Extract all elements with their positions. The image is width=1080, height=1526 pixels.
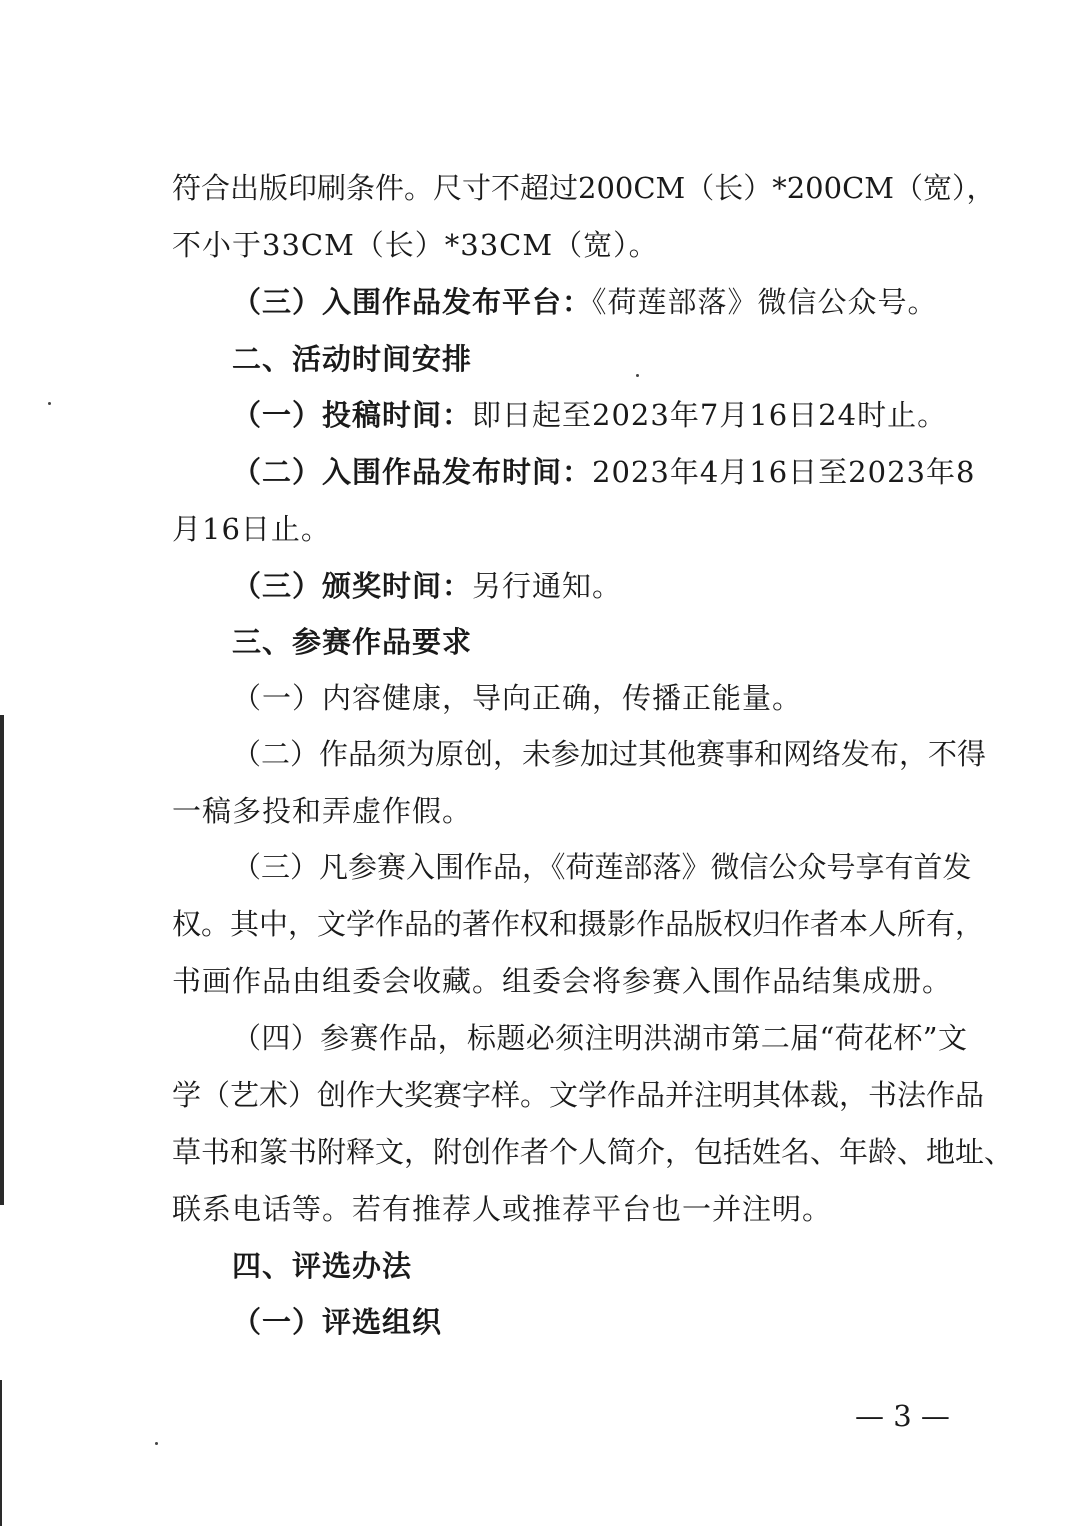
body-text: 2023年4月16日至2023年8 — [592, 455, 976, 489]
body-line — [172, 904, 985, 944]
body-line — [232, 734, 987, 774]
body-text: 书画作品由组委会收藏。组委会将参赛入围作品结集成册。 — [172, 964, 953, 998]
subsection-heading: （三）颁奖时间： — [232, 569, 473, 603]
body-text: （二）作品须为原创，未参加过其他赛事和网络发布，不得 — [232, 737, 987, 771]
subsection-line — [232, 282, 938, 322]
body-line — [172, 1132, 1014, 1172]
body-text: （四）参赛作品，标题必须注明洪湖市第二届“荷花杯”文 — [232, 1021, 968, 1055]
subsection-line — [232, 452, 976, 492]
body-line — [172, 225, 659, 265]
body-text: 草书和篆书附释文，附创作者个人简介，包括姓名、年龄、地址、 — [172, 1135, 1014, 1169]
body-text: 学（艺术）创作大奖赛字样。文学作品并注明其体裁，书法作品 — [172, 1078, 985, 1112]
body-text: 不小于33CM（长）*33CM（宽）。 — [172, 228, 659, 262]
scan-edge-mark — [0, 1380, 2, 1526]
page-number: — 3 — — [855, 1399, 950, 1433]
body-text: （三）凡参赛入围作品，《荷莲部落》微信公众号享有首发 — [232, 850, 972, 884]
body-text: 符合出版印刷条件。尺寸不超过200CM（长）*200CM（宽）， — [172, 171, 996, 205]
body-line — [172, 168, 996, 208]
body-line — [172, 1189, 832, 1229]
body-text: （一）内容健康，导向正确，传播正能量。 — [232, 681, 803, 715]
subsection-heading: （三）入围作品发布平台： — [232, 285, 593, 319]
body-line — [172, 961, 952, 1001]
scan-speck — [48, 402, 51, 405]
body-text: 一稿多投和弄虚作假。 — [172, 794, 473, 828]
body-text: 《荷莲部落》微信公众号。 — [592, 285, 938, 319]
body-text: 月16日止。 — [172, 512, 331, 546]
scan-speck — [155, 1442, 158, 1445]
subsection-heading: （一）评选组织 — [232, 1305, 443, 1339]
body-text: 另行通知。 — [472, 569, 623, 603]
subsection-line — [232, 566, 622, 606]
body-line — [232, 847, 972, 887]
body-line — [172, 509, 331, 549]
scan-speck — [636, 374, 639, 377]
section-heading: 四、评选办法 — [232, 1249, 413, 1283]
body-text: 即日起至2023年7月16日24时止。 — [472, 398, 948, 432]
body-line — [172, 1075, 985, 1115]
subsection-line — [232, 395, 947, 435]
subsection-heading: （二）入围作品发布时间： — [232, 455, 593, 489]
body-line — [172, 791, 472, 831]
subsection-heading: （一）投稿时间： — [232, 398, 473, 432]
section-heading: 二、活动时间安排 — [232, 342, 473, 376]
body-line — [232, 1018, 967, 1058]
body-line — [232, 678, 802, 718]
body-text: 联系电话等。若有推荐人或推荐平台也一并注明。 — [172, 1192, 833, 1226]
scan-edge-mark — [0, 715, 4, 1205]
body-text: 权。其中，文学作品的著作权和摄影作品版权归作者本人所有， — [172, 907, 985, 941]
section-heading: 三、参赛作品要求 — [232, 625, 473, 659]
